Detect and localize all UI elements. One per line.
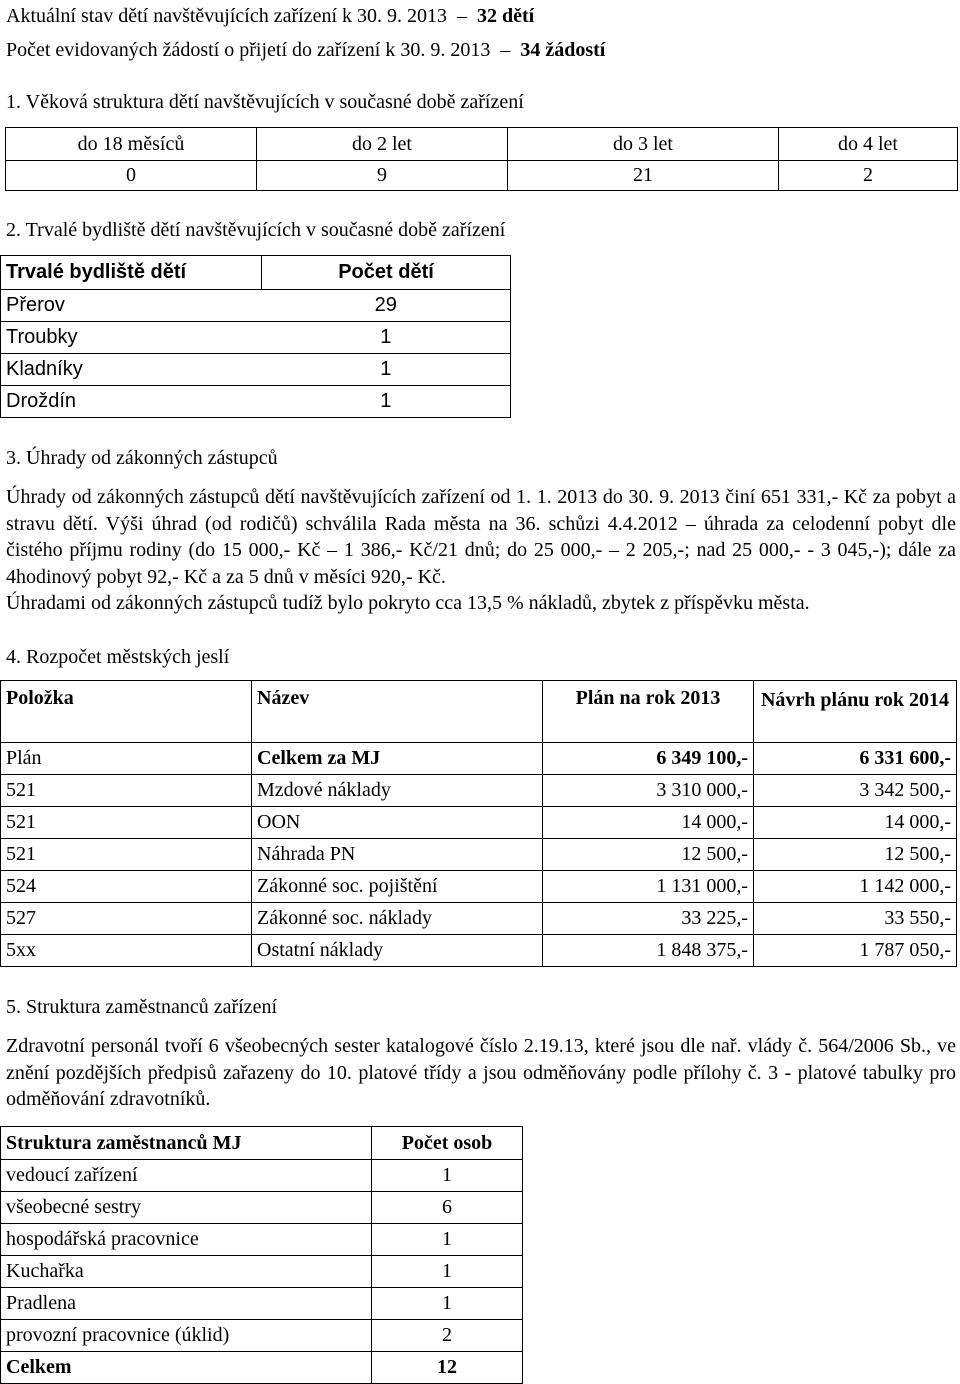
table-row [1, 839, 957, 871]
table-cell: Zákonné soc. pojištění [252, 871, 543, 903]
table-header-row [1, 1127, 523, 1160]
table-cell: 1 [372, 1256, 523, 1288]
table-header-row [1, 256, 511, 290]
table-cell: všeobecné sestry [1, 1192, 372, 1224]
budget-table [0, 680, 957, 967]
applications-line: Počet evidovaných žádostí o přijetí do zařízení k 30. 9. 2013 – 34 žádostí [6, 39, 606, 61]
table-cell: 12 500,- [543, 839, 754, 871]
table-cell: 6 331 600,- [754, 743, 957, 775]
table-cell: 1 131 000,- [543, 871, 754, 903]
table-cell: Pradlena [1, 1288, 372, 1320]
table-header-cell: Počet dětí [262, 256, 511, 290]
table-cell: 1 [262, 386, 511, 418]
table-cell: 3 342 500,- [754, 775, 957, 807]
table-cell: 9 [257, 161, 508, 191]
section-2-title: 2. Trvalé bydliště dětí navštěvujících v současné době zařízení [6, 219, 506, 241]
section-5-title: 5. Struktura zaměstnanců zařízení [6, 996, 277, 1018]
table-total-row [1, 1352, 523, 1384]
table-cell: 33 225,- [543, 903, 754, 935]
table-cell: 1 [262, 322, 511, 354]
table-row [1, 935, 957, 967]
table-cell: Celkem za MJ [252, 743, 543, 775]
section-3-title: 3. Úhrady od zákonných zástupců [6, 447, 278, 469]
table-cell: 1 [262, 354, 511, 386]
table-cell: Náhrada PN [252, 839, 543, 871]
table-header-cell: do 18 měsíců [6, 128, 257, 161]
table-row [1, 1224, 523, 1256]
residence-table [0, 255, 511, 418]
table-header-cell: do 3 let [508, 128, 779, 161]
table-cell: 33 550,- [754, 903, 957, 935]
table-row [1, 386, 511, 418]
table-cell: 1 848 375,- [543, 935, 754, 967]
table-cell: 14 000,- [543, 807, 754, 839]
table-cell: 6 [372, 1192, 523, 1224]
table-cell: 1 142 000,- [754, 871, 957, 903]
section-1-title: 1. Věková struktura dětí navštěvujících v současné době zařízení [6, 91, 524, 113]
staff-table [0, 1126, 523, 1384]
table-row [1, 354, 511, 386]
table-row [1, 807, 957, 839]
table-cell: 527 [1, 903, 252, 935]
table-cell: Plán [1, 743, 252, 775]
table-row [1, 743, 957, 775]
table-row [1, 903, 957, 935]
section-4-title: 4. Rozpočet městských jeslí [6, 646, 230, 668]
table-row [1, 1256, 523, 1288]
table-header-row [6, 128, 958, 161]
table-cell: 21 [508, 161, 779, 191]
table-header-cell: Plán na rok 2013 [543, 681, 754, 743]
table-row [1, 1192, 523, 1224]
applications-value: 34 žádostí [520, 39, 606, 61]
table-cell: Přerov [1, 290, 262, 322]
table-row [1, 1288, 523, 1320]
table-cell: 2 [372, 1320, 523, 1352]
table-cell: vedoucí zařízení [1, 1160, 372, 1192]
table-row [1, 290, 511, 322]
table-cell: Celkem [1, 1352, 372, 1384]
table-row [1, 322, 511, 354]
table-cell: 1 [372, 1288, 523, 1320]
table-cell: 12 500,- [754, 839, 957, 871]
table-row [1, 871, 957, 903]
table-cell: 521 [1, 839, 252, 871]
table-header-cell: Položka [1, 681, 252, 743]
table-cell: 29 [262, 290, 511, 322]
table-cell: provozní pracovnice (úklid) [1, 1320, 372, 1352]
table-header-cell: do 4 let [779, 128, 958, 161]
table-cell: OON [252, 807, 543, 839]
table-cell: 524 [1, 871, 252, 903]
table-cell: 1 787 050,- [754, 935, 957, 967]
table-cell: 14 000,- [754, 807, 957, 839]
current-children-line: Aktuální stav dětí navštěvujících zařízení k 30. 9. 2013 – 32 dětí [6, 5, 535, 27]
table-cell: 1 [372, 1160, 523, 1192]
table-row [6, 161, 958, 191]
table-cell: 0 [6, 161, 257, 191]
table-cell: 1 [372, 1224, 523, 1256]
payments-paragraph: Úhrady od zákonných zástupců dětí navštěvujících zařízení od 1. 1. 2013 do 30. 9. 2013 činí 651 331,- Kč za pobyt a stravu dětí. Výši úhrad (od rodičů) schválila Rada města na 36. schůzi 4.4.2012 – úhrada za celodenní pobyt dle čistého příjmu rodiny (do 15 000,- Kč – 1 386,- Kč/21 dnů; do 25 000,- – 2 205,-; nad 25 000,- - 3 045,-); dále za 4hodinový pobyt 92,- Kč a za 5 dnů v měsíci 920,- Kč. [6, 486, 956, 588]
table-row [1, 1160, 523, 1192]
table-cell: Kuchařka [1, 1256, 372, 1288]
table-cell: 521 [1, 775, 252, 807]
table-cell: 3 310 000,- [543, 775, 754, 807]
table-header-row [1, 681, 957, 743]
current-children-text: Aktuální stav dětí navštěvujících zařízení k 30. 9. 2013 [6, 5, 447, 27]
table-cell: 521 [1, 807, 252, 839]
table-cell: 5xx [1, 935, 252, 967]
table-cell: Troubky [1, 322, 262, 354]
table-header-cell: do 2 let [257, 128, 508, 161]
table-header-cell: Počet osob [372, 1127, 523, 1160]
table-row [1, 1320, 523, 1352]
table-cell: Ostatní náklady [252, 935, 543, 967]
table-cell: 2 [779, 161, 958, 191]
age-structure-table [5, 127, 958, 191]
table-header-cell: Struktura zaměstnanců MJ [1, 1127, 372, 1160]
table-cell: hospodářská pracovnice [1, 1224, 372, 1256]
table-cell: 6 349 100,- [543, 743, 754, 775]
table-cell: Droždín [1, 386, 262, 418]
table-cell: Zákonné soc. náklady [252, 903, 543, 935]
applications-text: Počet evidovaných žádostí o přijetí do zařízení k 30. 9. 2013 [6, 39, 491, 61]
staff-paragraph: Zdravotní personál tvoří 6 všeobecných sester katalogové číslo 2.19.13, které jsou dle nař. vlády č. 564/2006 Sb., ve znění pozdějších předpisů zařazeny do 10. platové třídy a jsou odměňovány podle přílohy č. 3 - platové tabulky pro odměňování zdravotníků. [6, 1035, 956, 1110]
table-header-cell: Název [252, 681, 543, 743]
table-header-cell: Návrh plánu rok 2014 [754, 681, 957, 743]
table-cell: Mzdové náklady [252, 775, 543, 807]
table-cell: 12 [372, 1352, 523, 1384]
current-children-value: 32 dětí [477, 5, 535, 27]
table-cell: Kladníky [1, 354, 262, 386]
payments-summary: Úhradami od zákonných zástupců tudíž bylo pokryto cca 13,5 % nákladů, zbytek z příspěvku města. [6, 592, 810, 614]
table-row [1, 775, 957, 807]
table-header-cell: Trvalé bydliště dětí [1, 256, 262, 290]
